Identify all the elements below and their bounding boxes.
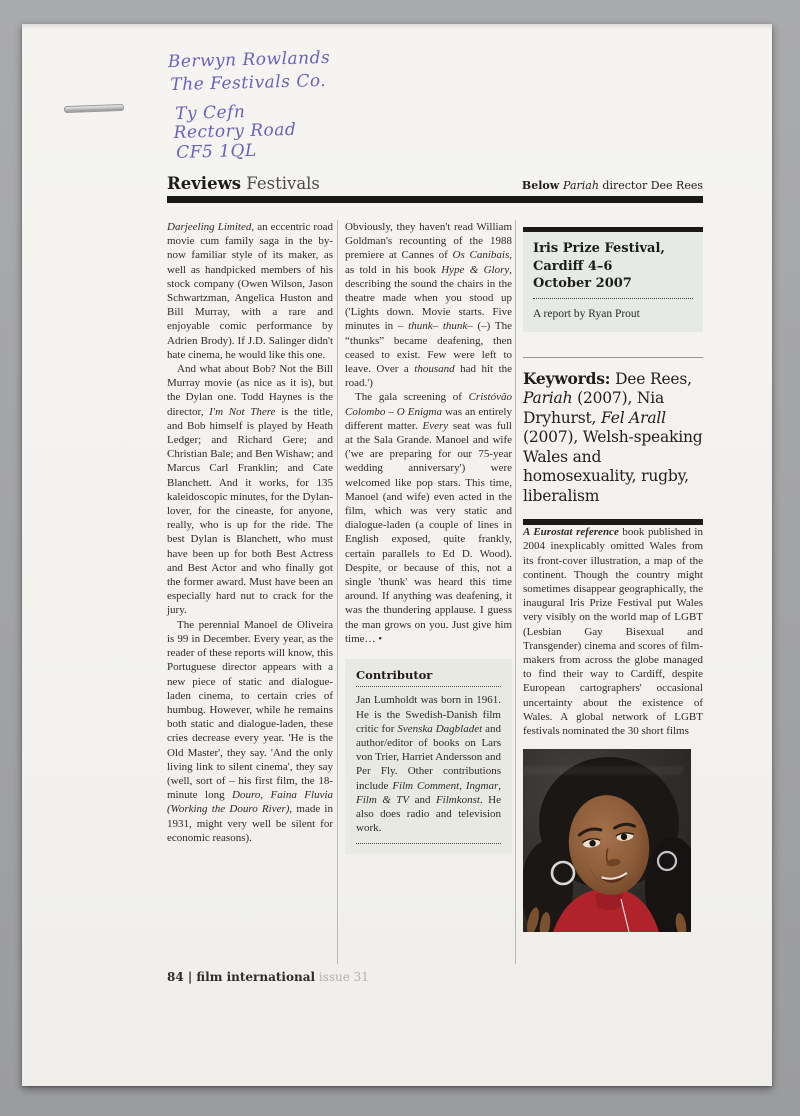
contributor-title: Contributor: [356, 668, 501, 687]
page-number-label: 84 | film international: [167, 970, 316, 984]
keywords-top-rule: [523, 357, 703, 358]
handwriting-line: Berwyn Rowlands: [167, 47, 331, 73]
paragraph: Obviously, they haven't read William Goldman's recounting of the 1988 premiere at Cannes of Os Canibais, as told in his book Hype & Glory, describing the sound the chairs in the theatre made when you stood up ('Lights down. Movie starts. Five minutes in – thunk– thunk– (–) The “thunks” became deafening, then ceased to exist. Few were left to leave. Over a thousand had hit the road.'): [345, 221, 513, 390]
article-column-1: [167, 220, 333, 845]
dee-rees-photo: [523, 749, 691, 932]
page-footer: [167, 970, 369, 984]
contributor-box: [345, 659, 512, 854]
scanned-magazine-page: [22, 24, 772, 1086]
contributor-bio: Jan Lumholdt was born in 1961. He is the Swedish-Danish film critic for Svenska Dagbladet and author/editor of books on Lars von Trier, Harriet Andersson and Per Fly. Other contributions include Film Comment, Ingmar, Film & TV and Filmkonst. He also does radio and television work.: [356, 693, 501, 844]
paragraph: The gala screening of Cristóvão Colombo – O Enigma was an entirely different matter. Every seat was full at the Sala Grande. Manoel and wife ('we are preparing for our 75-year wedding anniversary') were welcomed like pop stars. This time, Manoel (and wife) even acted in the film, which was very static and dialogue-laden (a couple of lines in English exposed, quite frankly, certain parallels to Ed D. Wood). Despite, or because of this, not a single 'thunk' was heard this time around. If anything was deafening, it was the thundering applause. I guess the man grows on you. Just give him time… •: [345, 391, 512, 645]
paragraph: The perennial Manoel de Oliveira is 99 in December. Every year, as the reader of these reports will know, this Portuguese director appears with a new piece of static and dialogue-laden cinema, to certain cries of humbug. However, while he remains both static and dialogue-laden, these cries decrease every year. 'He is the Old Master', they say. 'And the only living link to silent cinema', they say (well, sort of – his first film, the 18-minute long Douro, Faina Fluvia (Working the Douro River), made in 1931, might very well be silent for economic reasons).: [167, 618, 334, 844]
festival-title-line: Cardiff 4–6: [533, 258, 613, 274]
paragraph: A Eurostat reference book published in 2004 inexplicably omitted Wales from its front-cover illustration, a map of the continent. Though the country might sometimes disappear geographically, the inaugural Iris Prize Festival put Wales very visibly on the world map of LGBT (Lesbian Gay Bisexual and Transgender) cinema and scores of film-makers from across the globe managed to find their way to Cardiff, despite European cartographers' occasional uncertainty about the existence of Wales. A global network of LGBT festivals nominated the 30 short films: [523, 526, 703, 738]
keywords-block: Keywords: Dee Rees, Pariah (2007), Nia Dryhurst, Fel Arall (2007), Welsh-speaking Wales and homosexuality, rugby, liberalism: [523, 368, 703, 505]
section-name: Reviews: [167, 174, 242, 193]
staple: [64, 104, 124, 113]
header-rule: [167, 196, 703, 203]
festival-info-box: [523, 232, 703, 332]
section-subname: Festivals: [241, 174, 320, 193]
paragraph: And what about Bob? Not the Bill Murray movie (as nice as it is), but the Dylan one. Todd Haynes is the director, I'm Not There is the title, and Bob himself is played by Heath Ledger; and Richard Gere; and Christian Bale; and Ben Wishaw; and Marcus Carl Franklin; and Cate Blanchett. And it works, for 135 kaleidoscopic minutes, for the Dylan-lover, for the cineaste, for anyone, really, who is up for the ride. The best Dylan is Blanchett, who must have been up for both Best Actress and Best Actor and who finally got the former award. Must have been an especially hard nut to crack for the jury.: [167, 363, 333, 617]
festival-title: [533, 240, 693, 299]
issue-label: issue 31: [315, 970, 369, 984]
report-byline: A report by Ryan Prout: [533, 307, 640, 320]
paragraph: Darjeeling Limited, an eccentric road movie cum family saga in the by-now familiar style of its maker, as well as handpicked members of his stock company (Owen Wilson, Jason Schwartzman, Angelica Huston and Bill Murray, with a rare and enjoyable comic performance by Adrien Brody). If J.D. Salinger didn't hate cinema, he would like this one.: [167, 221, 333, 361]
festival-title-line: Iris Prize Festival,: [533, 241, 665, 256]
page-showthrough: [523, 766, 683, 775]
photo-caption: Below Pariah director Dee Rees: [521, 179, 703, 192]
article-column-2: [345, 220, 512, 854]
masthead: [167, 174, 703, 193]
handwritten-address: [166, 47, 333, 163]
festival-title-line: October 2007: [533, 276, 632, 291]
handwriting-line: The Festivals Co.: [170, 70, 327, 96]
column-divider: [337, 220, 338, 964]
handwriting-line: CF5 1QL: [175, 140, 258, 163]
handwriting-line: Ty Cefn: [174, 102, 246, 124]
column-divider: [515, 220, 516, 964]
article-column-3: [523, 220, 703, 932]
handwriting-line: Rectory Road: [173, 119, 297, 143]
